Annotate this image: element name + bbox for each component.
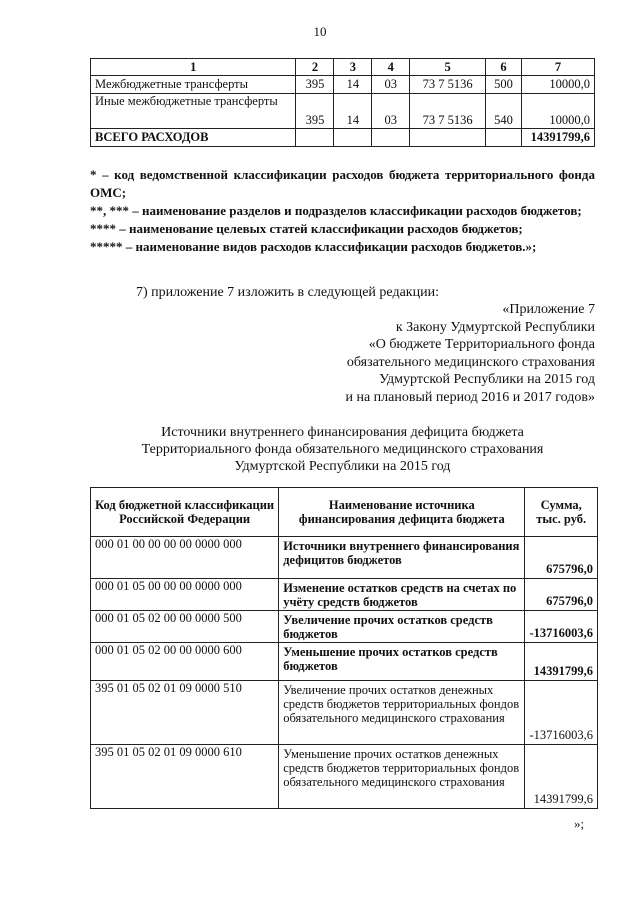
amendment-intro: 7) приложение 7 изложить в следующей редакции: (136, 285, 439, 300)
row-name: Изменение остатков средств на счетах по учёту средств бюджетов (279, 579, 525, 611)
page-number: 10 (313, 24, 327, 39)
row-sum: -13716003,6 (525, 681, 598, 745)
header-cell: 3 (334, 59, 372, 76)
footnotes (90, 166, 595, 256)
table-header-row (91, 59, 595, 76)
title-line: Удмуртской Республики на 2015 год (234, 459, 451, 474)
appendix-line: «Приложение 7 (502, 302, 595, 317)
header-code: Код бюджетной классификации Российской Федерации (91, 488, 279, 537)
row-code: 000 01 05 02 00 00 0000 600 (91, 643, 279, 681)
appendix-heading (195, 301, 595, 406)
row-code: 000 01 00 00 00 00 0000 000 (91, 537, 279, 579)
row-name: Уменьшение прочих остатков денежных средств бюджетов территориальных фондов обязательного медицинского страхования (279, 745, 525, 809)
footnote: **, *** – наименование разделов и подразделов классификации расходов бюджетов; (90, 203, 582, 218)
header-cell: 6 (486, 59, 522, 76)
row-cell: 14 (334, 76, 372, 94)
row-cell: 10000,0 (521, 94, 594, 129)
header-cell: 1 (91, 59, 296, 76)
row-sum: 675796,0 (525, 579, 598, 611)
header-cell: 4 (372, 59, 410, 76)
row-cell: 73 7 5136 (410, 94, 486, 129)
row-cell: 540 (486, 94, 522, 129)
total-label: ВСЕГО РАСХОДОВ (91, 129, 296, 147)
table-row (91, 94, 595, 129)
row-name: Увеличение прочих остатков денежных средств бюджетов территориальных фондов обязательного медицинского страхования (279, 681, 525, 745)
row-sum: 14391799,6 (525, 745, 598, 809)
appendix-line: Удмуртской Республики на 2015 год (379, 372, 595, 387)
appendix-line: к Закону Удмуртской Республики (395, 319, 595, 335)
table-row (91, 579, 598, 611)
table-row (91, 643, 598, 681)
document-title (90, 424, 595, 475)
total-row (91, 129, 595, 147)
row-cell: 500 (486, 76, 522, 94)
row-name: Межбюджетные трансферты (91, 76, 296, 94)
header-name: Наименование источника финансирования дефицита бюджета (279, 488, 525, 537)
row-sum: 14391799,6 (525, 643, 598, 681)
row-cell: 395 (296, 76, 334, 94)
row-cell: 03 (372, 94, 410, 129)
row-cell: 73 7 5136 (410, 76, 486, 94)
appendix-line: «О бюджете Территориального фонда (368, 337, 595, 352)
row-cell: 03 (372, 76, 410, 94)
appendix-line: обязательного медицинского страхования (346, 354, 595, 370)
row-code: 395 01 05 02 01 09 0000 610 (91, 745, 279, 809)
row-code: 000 01 05 00 00 00 0000 000 (91, 579, 279, 611)
row-name: Источники внутреннего финансирования дефицитов бюджетов (279, 537, 525, 579)
table-row (91, 745, 598, 809)
row-cell: 14 (334, 94, 372, 129)
row-sum: 675796,0 (525, 537, 598, 579)
expenses-table (90, 58, 595, 147)
row-cell: 10000,0 (521, 76, 594, 94)
title-line: Источники внутреннего финансирования дефицита бюджета (161, 425, 524, 440)
title-line: Территориального фонда обязательного медицинского страхования (141, 442, 544, 457)
header-sum: Сумма, тыс. руб. (525, 488, 598, 537)
header-cell: 2 (296, 59, 334, 76)
header-cell: 5 (410, 59, 486, 76)
row-sum: -13716003,6 (525, 611, 598, 643)
financing-sources-table (90, 487, 598, 809)
row-name: Уменьшение прочих остатков средств бюджетов (279, 643, 525, 681)
table-row (91, 537, 598, 579)
footnote: **** – наименование целевых статей классификации расходов бюджетов; (90, 221, 523, 236)
row-name: Иные межбюджетные трансферты (91, 94, 296, 129)
table-row (91, 611, 598, 643)
table-header-row (91, 488, 598, 537)
row-cell: 395 (296, 94, 334, 129)
row-code: 395 01 05 02 01 09 0000 510 (91, 681, 279, 745)
footnote: ***** – наименование видов расходов классификации расходов бюджетов.»; (90, 239, 537, 254)
total-value: 14391799,6 (521, 129, 594, 147)
header-cell: 7 (521, 59, 594, 76)
row-name: Увеличение прочих остатков средств бюджетов (279, 611, 525, 643)
footnote: * – код ведомственной классификации расходов бюджета территориального фонда ОМС; (90, 167, 595, 200)
table-row (91, 681, 598, 745)
closing-quote: »; (574, 816, 585, 831)
table-row (91, 76, 595, 94)
row-code: 000 01 05 02 00 00 0000 500 (91, 611, 279, 643)
appendix-line: и на плановый период 2016 и 2017 годов» (345, 389, 595, 405)
